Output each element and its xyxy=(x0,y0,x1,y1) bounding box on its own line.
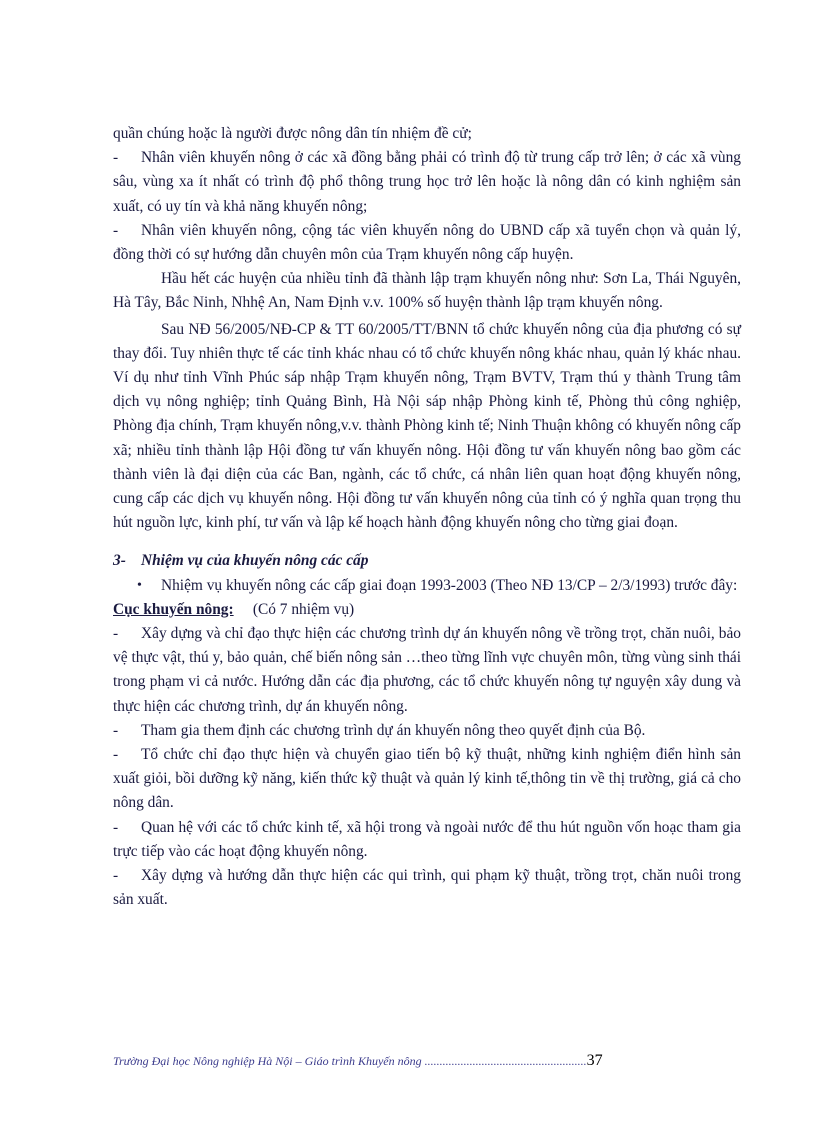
dash-marker: - xyxy=(113,746,119,764)
dash-item xyxy=(113,719,741,743)
section-title: Nhiệm vụ của khuyến nông các cấp xyxy=(141,552,369,570)
section-number: 3- xyxy=(113,552,126,570)
dash-marker: - xyxy=(113,625,119,643)
paragraph: quần chúng hoặc là người được nông dân tín nhiệm đề cử; xyxy=(113,125,472,142)
paragraph: Hầu hết các huyện của nhiều tỉnh đã thành lập trạm khuyến nông như: Sơn La, Thái Nguyên, Hà Tây, Bắc Ninh, Nhhệ An, Nam Định v.v. 100% số huyện thành lập trạm khuyến nông. xyxy=(113,270,741,312)
dash-item-text: Tham gia them định các chương trình dự án khuyến nông theo quyết định của Bộ. xyxy=(141,721,646,739)
dash-item xyxy=(113,816,741,864)
body-text xyxy=(113,122,741,913)
dash-item-text: Tổ chức chỉ đạo thực hiện và chuyển giao tiến bộ kỹ thuật, những kinh nghiệm điển hình sản xuất giỏi, bồi dưỡng kỹ năng, kiến thức kỹ thuật và quản lý kinh tế,thông tin về thị trường, giá cả cho nông dân. xyxy=(113,746,741,812)
dash-item-text: Xây dựng và hướng dẫn thực hiện các qui trình, qui phạm kỹ thuật, trồng trọt, chăn nuôi trong sản xuất. xyxy=(113,867,741,909)
paragraph: Sau NĐ 56/2005/NĐ-CP & TT 60/2005/TT/BNN tổ chức khuyến nông của địa phương có sự thay đổi. Tuy nhiên thực tế các tỉnh khác nhau có tổ chức khuyến nông khác nhau, quản lý khác nhau. Ví dụ như tỉnh Vĩnh Phúc sáp nhập Trạm khuyến nông, Trạm BVTV, Trạm thú y thành Trung tâm dịch vụ nông nghiệp; tỉnh Quảng Bình, Hà Nội sáp nhập Phòng kinh tế, Phòng thủ công nghiệp, Phòng địa chính, Trạm khuyến nông,v.v. thành Phòng kinh tế; Ninh Thuận không có khuyến nông cấp xã; nhiều tỉnh thành lập Hội đồng tư vấn khuyến nông. Hội đồng tư vấn khuyến nông bao gồm các thành viên là đại diện của các Ban, ngành, các tổ chức, cá nhân liên quan hoạt động khuyến nông, cung cấp các dịch vụ khuyến nông. Hội đồng tư vấn khuyến nông của tỉnh có ý nghĩa quan trọng thu hút nguồn lực, kinh phí, tư vấn và lập kế hoạch hành động khuyến nông cho từng giai đoạn. xyxy=(113,320,741,532)
dash-item-text: Quan hệ với các tổ chức kinh tế, xã hội trong và ngoài nước để thu hút nguồn vốn hoạc tham gia trực tiếp vào các hoạt động khuyến nông. xyxy=(113,818,741,860)
dash-marker: - xyxy=(113,221,119,239)
dash-item xyxy=(113,146,741,219)
cuc-heading xyxy=(113,598,741,622)
dash-marker: - xyxy=(113,149,119,167)
cuc-label: Cục khuyến nông: xyxy=(113,600,234,618)
dash-item xyxy=(113,864,741,912)
cuc-note: (Có 7 nhiệm vụ) xyxy=(252,600,355,618)
bullet-item xyxy=(113,574,741,598)
dash-item xyxy=(113,219,741,267)
dash-marker: - xyxy=(113,867,119,885)
dash-marker: - xyxy=(113,721,119,739)
dash-marker: - xyxy=(113,818,119,836)
section-heading xyxy=(113,549,741,573)
dash-item-text: Xây dựng và chỉ đạo thực hiện các chương trình dự án khuyến nông về trồng trọt, chăn nuôi, bảo vệ thực vật, thú y, bảo quản, chế biến nông sản …theo từng lĩnh vực chuyên môn, từng vùng sinh thái trong phạm vi cả nước. Hướng dẫn các địa phương, các tổ chức khuyến nông tự nguyện xây dung và thực hiện các chương trình, dự án khuyến nông. xyxy=(113,625,741,715)
dash-item xyxy=(113,743,741,816)
dash-item-text: Nhân viên khuyến nông ở các xã đồng bằng phải có trình độ từ trung cấp trở lên; ở các xã vùng sâu, vùng xa ít nhất có trình độ phổ thông trung học trở lên hoặc là nông dân có kinh nghiệm sản xuất, có uy tín và khả năng khuyến nông; xyxy=(113,149,741,215)
bullet-dot: • xyxy=(137,577,142,593)
page-number: 37 xyxy=(586,1052,603,1069)
page-footer xyxy=(113,1052,713,1070)
dash-item-text: Nhân viên khuyến nông, cộng tác viên khuyến nông do UBND cấp xã tuyển chọn và quản lý, đồng thời có sự hướng dẫn chuyên môn của Trạm khuyến nông cấp huyện. xyxy=(113,221,741,264)
dash-item xyxy=(113,622,741,719)
footer-text: Trường Đại học Nông nghiệp Hà Nội – Giáo trình Khuyến nông ...................................................... xyxy=(113,1054,587,1068)
bullet-text: Nhiệm vụ khuyến nông các cấp giai đoạn 1993-2003 (Theo NĐ 13/CP – 2/3/1993) trước đây: xyxy=(161,576,738,594)
